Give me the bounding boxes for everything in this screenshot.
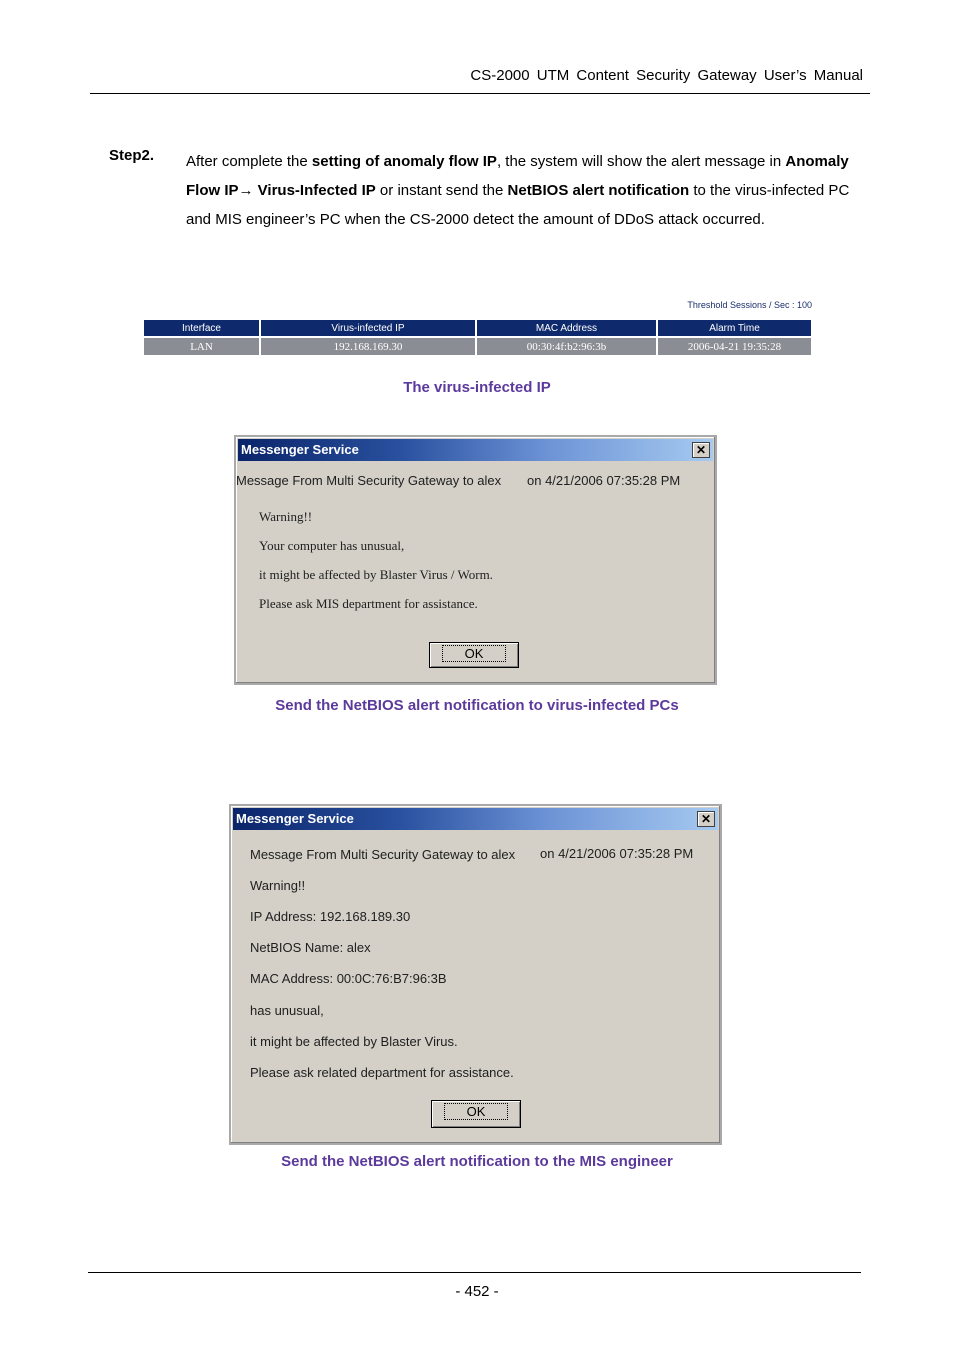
caption-table: The virus-infected IP (403, 379, 551, 396)
step-text: or instant send the (375, 182, 508, 199)
step-text: , the system will show the alert message in (496, 153, 786, 170)
ok-button[interactable] (431, 1100, 521, 1128)
header-title: CS-2000 UTM Content Security Gateway User’s Manual (470, 67, 863, 84)
step-bold: setting of anomaly flow IP (311, 153, 497, 170)
column-header: MAC Address (477, 320, 656, 336)
caption-dialog-2: Send the NetBIOS alert notification to the MIS engineer (281, 1153, 673, 1170)
step-label: Step2. (109, 147, 155, 164)
column-header: Interface (144, 320, 259, 336)
step-bold: NetBIOS alert notification (507, 182, 690, 199)
step-paragraph (186, 147, 866, 234)
table-cell: 2006-04-21 19:35:28 (658, 338, 811, 355)
arrow-icon: → (238, 182, 254, 199)
message-line: it might be affected by Blaster Virus. (250, 1034, 458, 1049)
message-line: Please ask MIS department for assistance. (259, 596, 478, 611)
messenger-dialog-1 (234, 435, 717, 685)
page-number: - 452 - (455, 1283, 499, 1300)
message-line: it might be affected by Blaster Virus / Worm. (259, 567, 493, 582)
caption-dialog-1: Send the NetBIOS alert notification to virus-infected PCs (275, 697, 679, 714)
close-button[interactable]: ✕ (692, 442, 710, 458)
footer-rule (88, 1272, 861, 1273)
step-text: After complete the (186, 153, 312, 170)
message-from: Message From Multi Security Gateway to alex (250, 847, 516, 862)
message-line: Warning!! (250, 878, 306, 893)
message-line: Please ask related department for assistance. (250, 1065, 514, 1080)
ok-label: OK (444, 1103, 509, 1120)
message-from: Message From Multi Security Gateway to alex (236, 473, 502, 488)
messenger-dialog-2 (229, 804, 722, 1145)
message-line: NetBIOS Name: alex (250, 940, 371, 955)
message-date: on 4/21/2006 07:35:28 PM (527, 473, 681, 488)
step-bold: Virus-Infected IP (253, 182, 376, 199)
ok-button[interactable] (429, 642, 519, 668)
message-line: has unusual, (250, 1003, 324, 1018)
table-cell: 192.168.169.30 (261, 338, 475, 355)
message-line: Warning!! (259, 509, 313, 524)
virus-infected-ip-table (142, 318, 813, 357)
dialog-titlebar (233, 808, 718, 830)
step-bold: Anomaly Flow IP (186, 153, 849, 199)
header-rule (90, 93, 870, 94)
message-line: IP Address: 192.168.189.30 (250, 909, 411, 924)
threshold-label: Threshold Sessions / Sec : 100 (687, 300, 812, 310)
table-header-row (144, 320, 811, 336)
table-cell: 00:30:4f:b2:96:3b (477, 338, 656, 355)
message-line: MAC Address: 00:0C:76:B7:96:3B (250, 971, 447, 986)
table-cell: LAN (144, 338, 259, 355)
step-text: to the virus-infected PC and MIS engineer’s PC when the CS-2000 detect the amount of DDoS attack occurred. (186, 182, 850, 228)
column-header: Alarm Time (658, 320, 811, 336)
dialog-title: Messenger Service (241, 442, 359, 457)
message-line: Your computer has unusual, (259, 538, 405, 553)
column-header: Virus-infected IP (261, 320, 475, 336)
dialog-titlebar (238, 439, 713, 461)
table-row (144, 338, 811, 355)
message-date: on 4/21/2006 07:35:28 PM (540, 846, 694, 861)
dialog-title: Messenger Service (236, 811, 354, 826)
ok-label: OK (442, 645, 507, 662)
close-button[interactable]: ✕ (697, 811, 715, 827)
